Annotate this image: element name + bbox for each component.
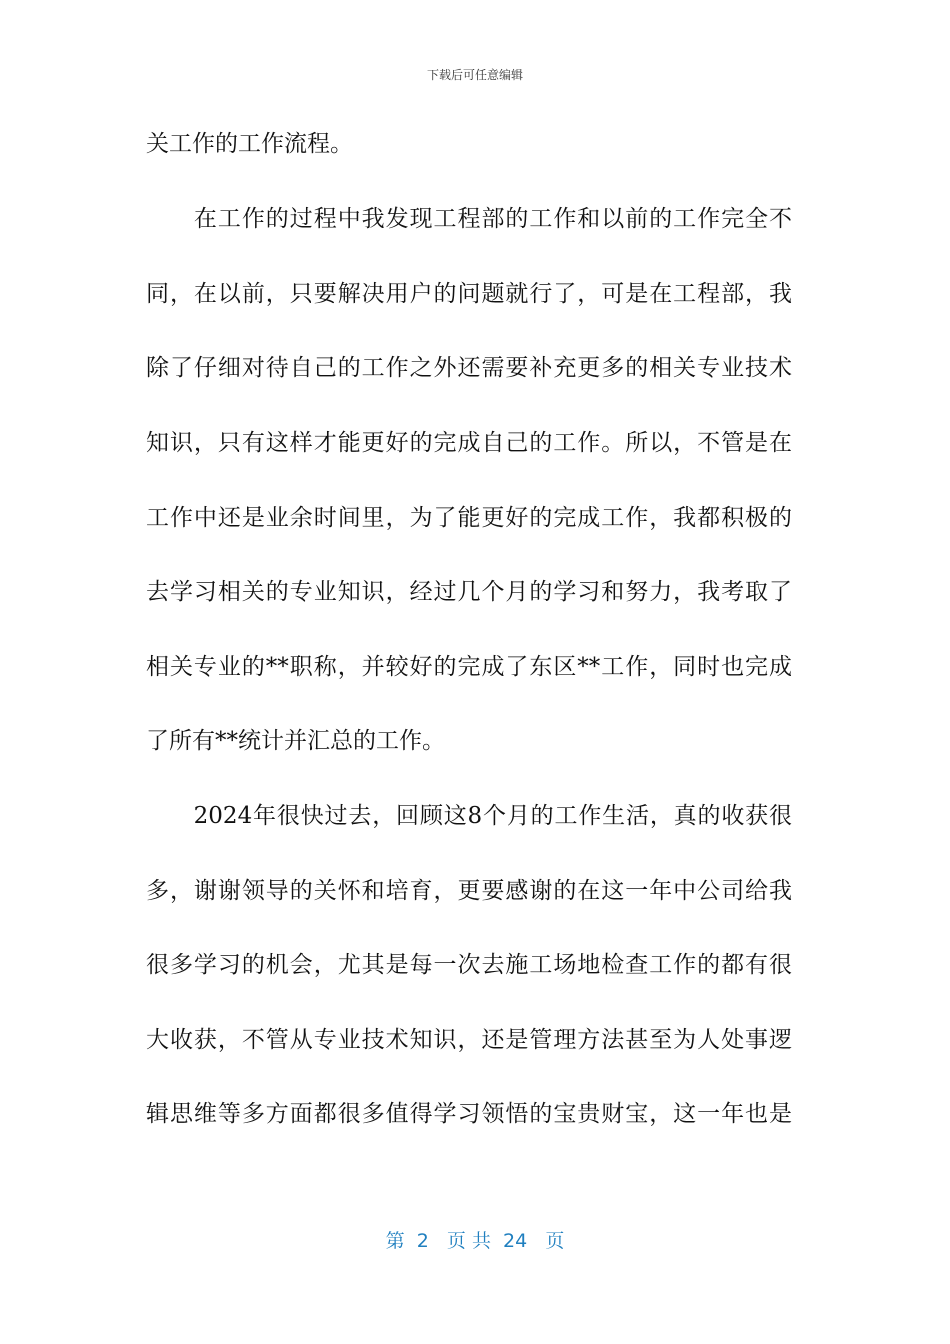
text-line: 辑思维等多方面都很多值得学习领悟的宝贵财宝，这一年也是 xyxy=(146,1101,792,1127)
text-line: 去学习相关的专业知识，经过几个月的学习和努力，我考取了 xyxy=(146,579,792,605)
text-line: 多，谢谢领导的关怀和培育，更要感谢的在这一年中公司给我 xyxy=(146,878,792,904)
text-line: 同，在以前，只要解决用户的问题就行了，可是在工程部，我 xyxy=(146,281,792,307)
text-line: 关工作的工作流程。 xyxy=(146,131,353,157)
text-line: 除了仔细对待自己的工作之外还需要补充更多的相关专业技术 xyxy=(146,355,792,381)
page-number-footer: 第 2 页 共 24 页 xyxy=(385,1230,565,1252)
page-header: 下载后可任意编辑 xyxy=(426,68,523,82)
text-line: 在工作的过程中我发现工程部的工作和以前的工作完全不 xyxy=(146,206,792,232)
text-line: 很多学习的机会，尤其是每一次去施工场地检查工作的都有很 xyxy=(146,952,792,978)
text-line: 大收获，不管从专业技术知识，还是管理方法甚至为人处事逻 xyxy=(146,1027,792,1053)
text-line: 工作中还是业余时间里，为了能更好的完成工作，我都积极的 xyxy=(146,505,792,531)
text-line: 2024年很快过去，回顾这8个月的工作生活，真的收获很 xyxy=(146,803,792,829)
text-line: 了所有**统计并汇总的工作。 xyxy=(146,728,445,754)
text-line: 相关专业的**职称，并较好的完成了东区**工作，同时也完成 xyxy=(146,654,792,680)
text-line: 知识，只有这样才能更好的完成自己的工作。所以，不管是在 xyxy=(146,430,792,456)
